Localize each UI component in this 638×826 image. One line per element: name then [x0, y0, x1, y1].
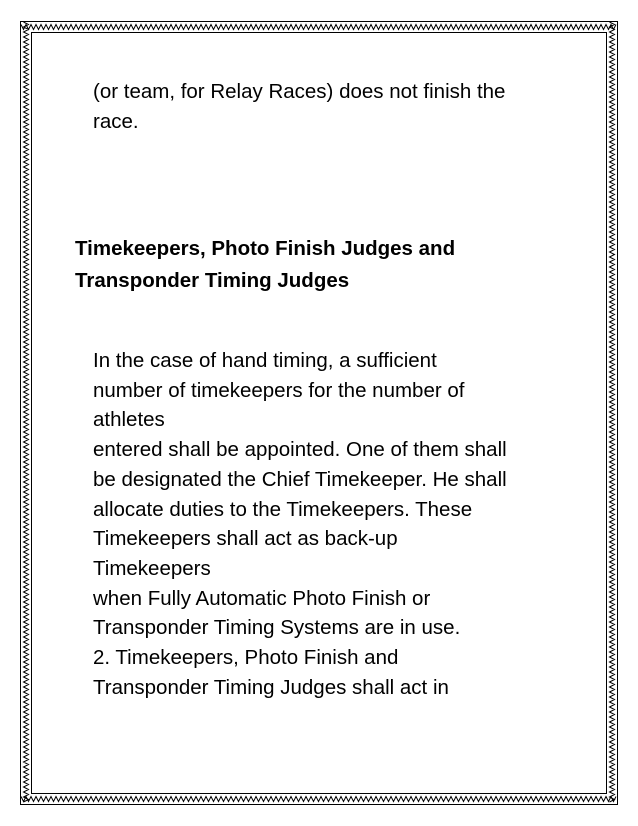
body-paragraph [93, 346, 583, 702]
section-heading [75, 233, 595, 297]
paragraph-line: race. [93, 109, 139, 133]
heading-line: Timekeepers, Photo Finish Judges and [75, 237, 456, 260]
paragraph-line: be designated the Chief Timekeeper. He shall [93, 467, 507, 491]
paragraph-line: Transponder Timing Systems are in use. [93, 616, 461, 640]
continued-paragraph [93, 77, 583, 136]
paragraph-line: allocate duties to the Timekeepers. These [93, 497, 473, 521]
paragraph-line: 2. Timekeepers, Photo Finish and [93, 646, 399, 670]
paragraph-line: number of timekeepers for the number of [93, 378, 465, 402]
paragraph-line: entered shall be appointed. One of them shall [93, 438, 507, 462]
paragraph-line: (or team, for Relay Races) does not finish the [93, 80, 506, 103]
paragraph-line: Timekeepers shall act as back-up [93, 527, 398, 551]
paragraph-line: Transponder Timing Judges shall act in [93, 675, 449, 699]
heading-line: Transponder Timing Judges [75, 269, 350, 292]
paragraph-line: athletes [93, 408, 165, 432]
paragraph-line: In the case of hand timing, a sufficient [93, 349, 437, 372]
paragraph-line: when Fully Automatic Photo Finish or [93, 586, 431, 610]
paragraph-line: Timekeepers [93, 556, 211, 580]
